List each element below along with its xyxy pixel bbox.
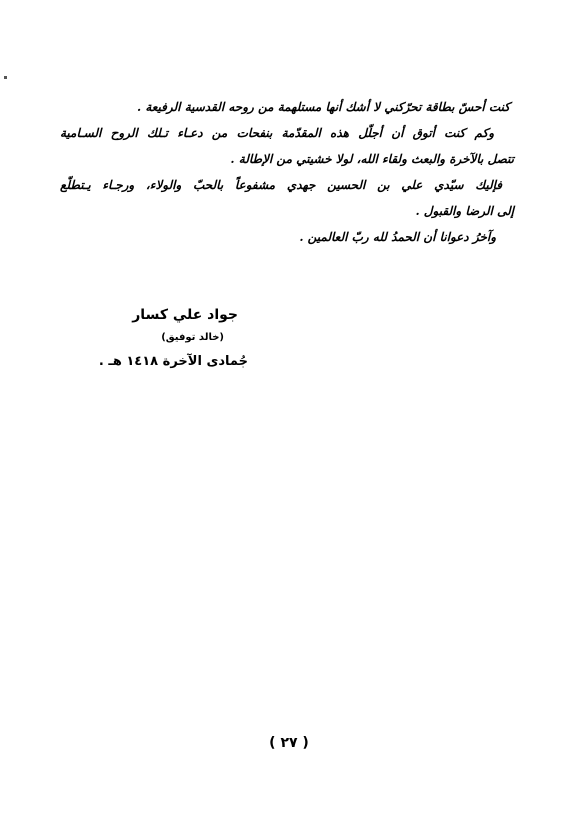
text-line-4: فإليك سيّدي علي بن الحسين جهدي مشفوعاً بالحبّ والولاء، ورجـاء يـتطلّع <box>60 178 502 192</box>
text-line-1: كنت أحسّ بطاقة تحرّكني لا أشك أنها مستلهمة من روحه القدسية الرفيعة . <box>136 100 510 114</box>
author-alias: (خالد توفيق) <box>161 332 224 343</box>
page-number: ( ٢٧ ) <box>269 735 309 751</box>
text-line-6: وآخرُ دعوانا أن الحمدُ لله ربّ العالمين . <box>299 230 496 244</box>
text-line-5: إلى الرضا والقبول . <box>415 204 514 218</box>
signature-date: جُمادى الآخرة ١٤١٨ هـ . <box>98 354 248 369</box>
author-name: جواد علي كسار <box>132 307 238 323</box>
text-line-3: تتصل بالآخرة والبعث ولقاء الله، لولا خشيتي من الإطالة . <box>230 152 514 166</box>
text-line-2: وكم كنت أتوق أن أجلّل هذه المقدّمة بنفحات من دعـاء تـلك الروح السـامية <box>60 126 494 140</box>
scan-edge-mark <box>4 76 7 79</box>
signature-block <box>28 304 248 372</box>
body-text <box>60 94 518 250</box>
